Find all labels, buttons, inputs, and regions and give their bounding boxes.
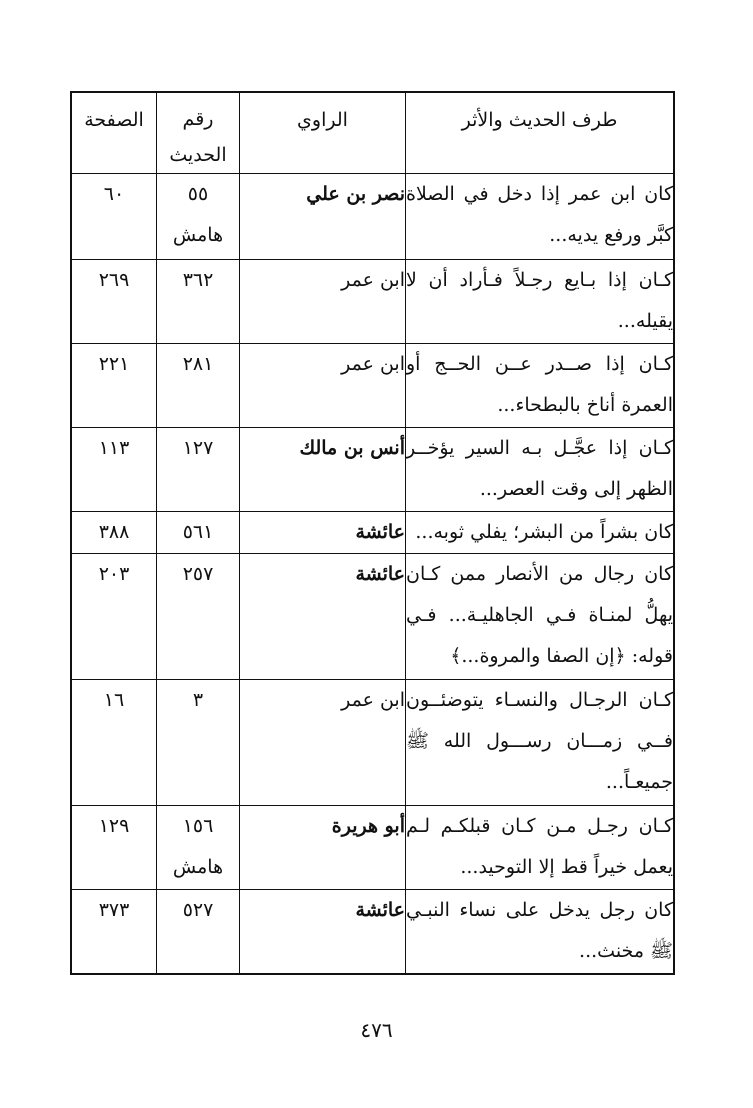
- table-row: [71, 554, 674, 680]
- narrator: ابن عمر: [240, 344, 406, 428]
- header-hadith-text: طرف الحديث والأثر: [406, 92, 675, 174]
- hadith-text: كان رجل يدخل على نساء النبـي ﷺ مخنث...: [406, 890, 675, 974]
- hadith-text: كان رجال من الأنصار ممن كـان يهلُّ لمنـاة فـي الجاهليـة... فـي قوله: ﴿إن الصفا والمروة...﴾: [406, 554, 675, 680]
- header-row: [71, 92, 674, 174]
- hadith-number: [157, 554, 240, 680]
- hadith-number: [157, 174, 240, 260]
- hadith-number-value: ٥٢٧: [182, 899, 214, 921]
- header-hadith-number: رقم الحديث: [157, 92, 240, 174]
- hadith-number-value: ٣٦٢: [182, 269, 214, 291]
- narrator: عائشة: [240, 890, 406, 974]
- hadith-text: كـان الرجـال والنسـاء يتوضئــون فــي زمـــان رســـول الله ﷺ جميعـاً...: [406, 680, 675, 806]
- narrator: أبو هريرة: [240, 806, 406, 890]
- hadith-number: [157, 428, 240, 512]
- hadith-number-value: ١٢٧: [182, 437, 214, 459]
- narrator: أنس بن مالك: [240, 428, 406, 512]
- page-reference: ١٦: [71, 680, 157, 806]
- narrator: نصر بن علي: [240, 174, 406, 260]
- footnote-marker: هامش: [172, 224, 224, 246]
- hadith-number-value: ٥٦١: [182, 521, 214, 543]
- hadith-number-value: ٢٨١: [182, 353, 214, 375]
- footnote-marker: هامش: [172, 856, 224, 878]
- hadith-text: كان بشراً من البشر؛ يفلي ثوبه...: [406, 512, 675, 554]
- hadith-text: كـان إذا عجَّـل بـه السير يؤخــر الظهر إلى وقت العصر...: [406, 428, 675, 512]
- hadith-text: كـان رجـل مـن كـان قبلكـم لـم يعمل خيراً قط إلا التوحيد...: [406, 806, 675, 890]
- hadith-number: [157, 260, 240, 344]
- hadith-text: كـان إذا صــدر عــن الحــج أو العمرة أناخ بالبطحاء...: [406, 344, 675, 428]
- hadith-number-value: ٣: [192, 689, 204, 711]
- table-row: [71, 260, 674, 344]
- narrator: ابن عمر: [240, 680, 406, 806]
- hadith-number: [157, 512, 240, 554]
- header-narrator: الراوي: [240, 92, 406, 174]
- hadith-text: كان ابن عمر إذا دخل في الصلاة كبَّر ورفع يديه...: [406, 174, 675, 260]
- hadith-number: [157, 680, 240, 806]
- page-reference: ١٢٩: [71, 806, 157, 890]
- page-reference: ٣٨٨: [71, 512, 157, 554]
- hadith-number: [157, 344, 240, 428]
- hadith-text: كـان إذا بـايع رجـلاً فـأراد أن لا يقيله...: [406, 260, 675, 344]
- narrator: عائشة: [240, 512, 406, 554]
- hadith-number-value: ٥٥: [187, 183, 209, 205]
- table-row: [71, 174, 674, 260]
- hadith-number-value: ٢٥٧: [182, 563, 214, 585]
- table-row: [71, 512, 674, 554]
- page-reference: ٢٢١: [71, 344, 157, 428]
- hadith-number-value: ١٥٦: [182, 815, 214, 837]
- hadith-number: [157, 890, 240, 974]
- page-reference: ٢٦٩: [71, 260, 157, 344]
- table-row: [71, 890, 674, 974]
- narrator: عائشة: [240, 554, 406, 680]
- page-reference: ٣٧٣: [71, 890, 157, 974]
- table-row: [71, 428, 674, 512]
- page-number: ٤٧٦: [360, 1018, 393, 1042]
- page-reference: ٦٠: [71, 174, 157, 260]
- narrator: ابن عمر: [240, 260, 406, 344]
- table-row: [71, 344, 674, 428]
- hadith-number: [157, 806, 240, 890]
- header-page: الصفحة: [71, 92, 157, 174]
- table-row: [71, 680, 674, 806]
- table-row: [71, 806, 674, 890]
- page-reference: ٢٠٣: [71, 554, 157, 680]
- index-table: [70, 91, 675, 975]
- page-reference: ١١٣: [71, 428, 157, 512]
